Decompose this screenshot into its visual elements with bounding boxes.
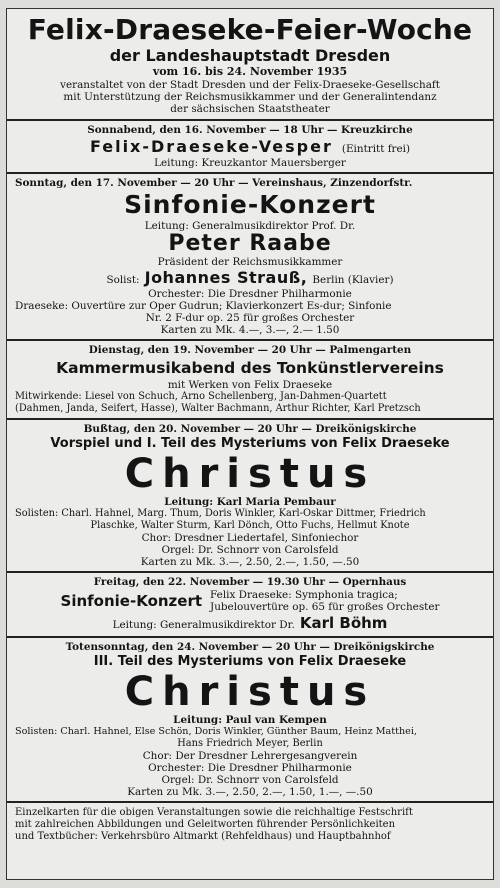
event-date-line: Freitag, den 22. November — 19.30 Uhr — Opernhaus	[93, 576, 407, 588]
organizer-line-1: veranstaltet von der Stadt Dresden und der Felix-Draeseke-Gesellschaft	[60, 79, 440, 91]
program-line-1: Draeseke: Ouvertüre zur Oper Gudrun; Klavierkonzert Es-dur; Sinfonie	[15, 300, 392, 312]
program-line-1: Felix Draeseke: Symphonia tragica;	[210, 589, 398, 601]
organ: Orgel: Dr. Schnorr von Carolsfeld	[161, 544, 339, 556]
choir: Chor: Dresdner Liedertafel, Sinfoniechor	[141, 532, 359, 544]
event-vesper	[7, 119, 493, 172]
event-title: Sinfonie-Konzert	[124, 190, 376, 219]
conductor-title: Leitung: Generalmusikdirektor Prof. Dr.	[144, 220, 356, 232]
event-title: Kammermusikabend des Tonkünstlervereins	[56, 359, 444, 377]
event-date-line: Sonnabend, den 16. November — 18 Uhr — Kreuzkirche	[87, 124, 413, 136]
event-conductor: Leitung: Paul van Kempen	[173, 714, 327, 726]
ticket-prices: Karten zu Mk. 3.—, 2.50, 2.—, 1.50, —.50	[140, 556, 360, 568]
program-line-2: Jubelouvertüre op. 65 für großes Orchester	[210, 601, 440, 613]
conductor-role: Präsident der Reichsmusikkammer	[157, 256, 343, 268]
event-date-line: Bußtag, den 20. November — 20 Uhr — Dreikönigskirche	[83, 423, 417, 435]
event-works: mit Werken von Felix Draeseke	[167, 379, 333, 391]
soloist-info: Berlin (Klavier)	[312, 274, 394, 286]
event-date-line: Sonntag, den 17. November — 20 Uhr — Vereinshaus, Zinzendorfstr.	[15, 177, 413, 189]
conductor-title: Leitung: Generalmusikdirektor Dr.	[112, 619, 295, 631]
footer	[7, 801, 493, 843]
poster-title: Felix-Draeseke-Feier-Woche	[27, 13, 473, 46]
orchestra: Orchester: Die Dresdner Philharmonie	[148, 762, 352, 774]
conductor-name: Peter Raabe	[168, 231, 332, 256]
event-title: Felix-Draeseke-Vesper	[89, 137, 333, 156]
orchestra: Orchester: Die Dresdner Philharmonie	[148, 288, 352, 300]
event-subtitle: Vorspiel und I. Teil des Mysteriums von Felix Draeseke	[50, 436, 450, 451]
ticket-prices: Karten zu Mk. 4.—, 3.—, 2.— 1.50	[160, 324, 340, 336]
event-conductor: Leitung: Kreuzkantor Mauersberger	[154, 157, 346, 169]
event-kammermusik	[7, 339, 493, 418]
soloists-line-1: Solisten: Charl. Hahnel, Else Schön, Doris Winkler, Günther Baum, Heinz Matthei,	[15, 726, 417, 737]
admission-note: (Eintritt frei)	[341, 143, 411, 155]
soloist-label: Solist:	[106, 274, 140, 286]
event-title-row	[15, 589, 485, 613]
soloists-line-1: Solisten: Charl. Hahnel, Marg. Thum, Doris Winkler, Karl-Oskar Dittmer, Friedrich	[15, 508, 426, 519]
soloist-row	[15, 268, 485, 288]
performers-line-1: Mitwirkende: Liesel von Schuch, Arno Schellenberg, Jan-Dahmen-Quartett	[15, 391, 387, 402]
event-date-line: Dienstag, den 19. November — 20 Uhr — Palmengarten	[88, 344, 412, 356]
event-title: Christus	[124, 669, 376, 715]
program-block	[210, 589, 439, 613]
event-christus-1	[7, 418, 493, 571]
soloists-line-2: Hans Friedrich Meyer, Berlin	[177, 738, 323, 749]
soloists-line-2: Plaschke, Walter Sturm, Karl Dönch, Otto Fuchs, Hellmut Knote	[90, 520, 410, 531]
conductor-row	[15, 613, 485, 633]
event-title: Christus	[124, 451, 376, 497]
soloist-name: Johannes Strauß,	[144, 268, 308, 287]
event-title-row	[15, 137, 485, 157]
performers-line-2: (Dahmen, Janda, Seifert, Hasse), Walter Bachmann, Arthur Richter, Karl Pretzsch	[15, 403, 421, 414]
organizer-line-3: der sächsischen Staatstheater	[170, 103, 330, 115]
footer-line-3: und Textbücher: Verkehrsbüro Altmarkt (Rehfeldhaus) und Hauptbahnhof	[15, 831, 391, 842]
event-christus-3	[7, 636, 493, 801]
organ: Orgel: Dr. Schnorr von Carolsfeld	[161, 774, 339, 786]
footer-line-1: Einzelkarten für die obigen Veranstaltungen sowie die reichhaltige Festschrift	[15, 807, 413, 818]
header	[7, 13, 493, 119]
footer-line-2: mit zahlreichen Abbildungen und Geleitworten führender Persönlichkeiten	[15, 819, 396, 830]
event-subtitle: III. Teil des Mysteriums von Felix Draeseke	[93, 654, 407, 669]
event-sinfonie-konzert-1	[7, 172, 493, 339]
event-title: Sinfonie-Konzert	[60, 592, 203, 610]
conductor-name: Karl Böhm	[299, 614, 388, 632]
poster	[6, 8, 494, 880]
event-conductor: Leitung: Karl Maria Pembaur	[164, 496, 336, 508]
choir: Chor: Der Dresdner Lehrergesangverein	[142, 750, 358, 762]
organizer-line-2: mit Unterstützung der Reichsmusikkammer und der Generalintendanz	[63, 91, 437, 103]
event-date-line: Totensonntag, den 24. November — 20 Uhr — Dreikönigskirche	[65, 641, 435, 653]
festival-dates: vom 16. bis 24. November 1935	[152, 65, 348, 78]
event-sinfonie-konzert-2	[7, 571, 493, 636]
poster-subtitle: der Landeshauptstadt Dresden	[109, 46, 391, 65]
program-line-2: Nr. 2 F-dur op. 25 für großes Orchester	[145, 312, 355, 324]
ticket-prices: Karten zu Mk. 3.—, 2.50, 2.—, 1.50, 1.—, —.50	[127, 786, 373, 798]
